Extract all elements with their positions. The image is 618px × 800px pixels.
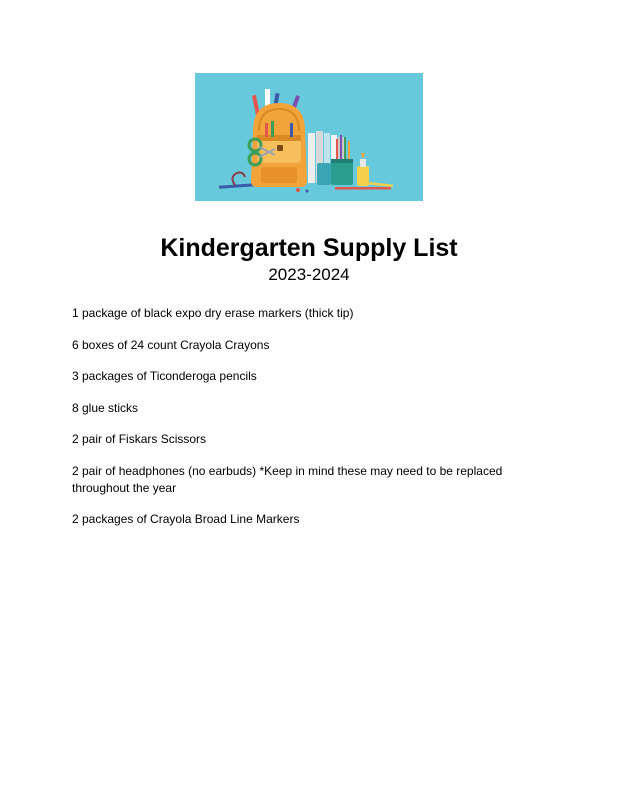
school-supplies-banner [195,73,423,201]
supply-item: 1 package of black expo dry erase markers (thick tip) [72,306,354,320]
supply-list [72,305,542,543]
supply-item: 6 boxes of 24 count Crayola Crayons [72,337,270,352]
supply-item: 2 pair of Fiskars Scissors [72,432,207,446]
supply-item: 3 packages of Ticonderoga pencils [72,369,257,383]
supply-item: 2 packages of Crayola Broad Line Markers [72,512,300,526]
supply-item: 2 pair of headphones (no earbuds) *Keep in mind these may need to be replaced throughout the year [72,463,503,495]
supply-item: 8 glue sticks [72,400,139,415]
backpack-illustration [195,73,423,201]
school-year: 2023-2024 [268,265,350,284]
page-title: Kindergarten Supply List [160,234,458,262]
